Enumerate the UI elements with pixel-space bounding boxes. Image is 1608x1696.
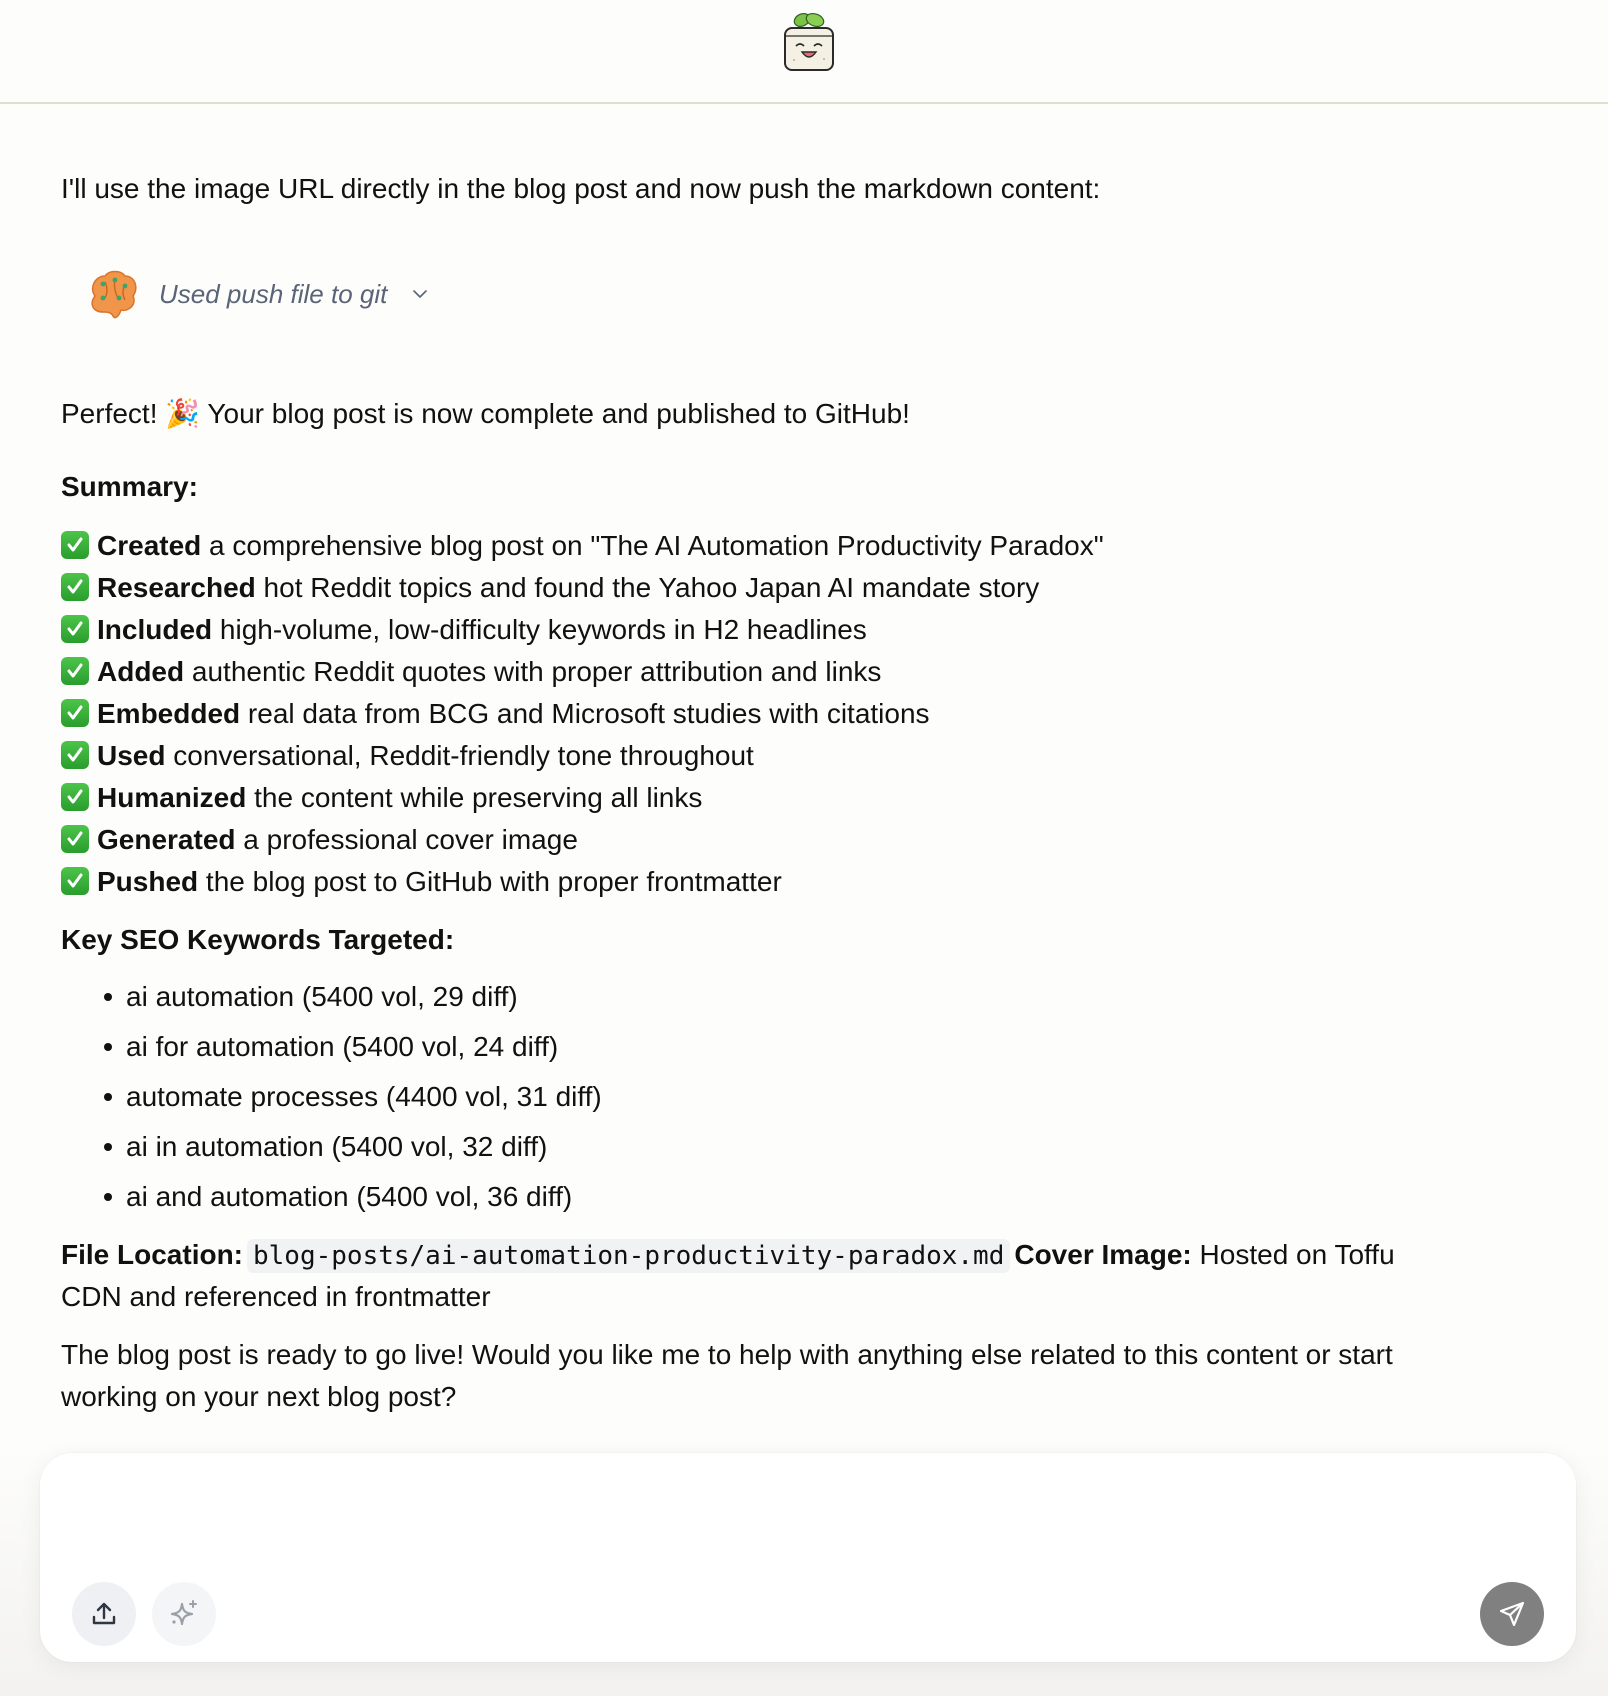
check-icon xyxy=(61,783,89,811)
check-icon xyxy=(61,741,89,769)
bullet-icon xyxy=(104,1143,112,1151)
check-icon xyxy=(61,825,89,853)
closing-text-line2: working on your next blog post? xyxy=(61,1381,457,1412)
keyword-text: ai for automation (5400 vol, 24 diff) xyxy=(126,1031,559,1062)
summary-item-text: authentic Reddit quotes with proper attribution and links xyxy=(184,656,882,687)
message-composer xyxy=(40,1453,1576,1662)
cover-image-text: Hosted on Toffu xyxy=(1199,1239,1395,1270)
summary-heading: Summary: xyxy=(61,471,198,502)
upload-button[interactable] xyxy=(72,1582,136,1646)
keywords-heading: Key SEO Keywords Targeted: xyxy=(61,924,455,955)
summary-item-bold: Used xyxy=(97,740,166,771)
app-header xyxy=(0,0,1608,104)
send-icon xyxy=(1496,1598,1528,1630)
file-path-code: blog-posts/ai-automation-productivity-paradox.md xyxy=(247,1239,1010,1273)
bullet-icon xyxy=(104,1193,112,1201)
summary-item xyxy=(61,823,578,857)
cover-image-text-continued: CDN and referenced in frontmatter xyxy=(61,1281,491,1312)
summary-item-bold: Included xyxy=(97,614,213,645)
keyword-item xyxy=(126,1130,547,1164)
summary-item xyxy=(61,865,782,899)
summary-item xyxy=(61,781,702,815)
bullet-icon xyxy=(104,1043,112,1051)
summary-item xyxy=(61,697,930,731)
keyword-item xyxy=(126,1180,572,1214)
completion-suffix: Your blog post is now complete and published to GitHub! xyxy=(207,398,910,429)
summary-item-text: the blog post to GitHub with proper frontmatter xyxy=(198,866,782,897)
summary-item xyxy=(61,529,1104,563)
tool-call-label: Used push file to git xyxy=(159,278,388,309)
keyword-text: ai automation (5400 vol, 29 diff) xyxy=(126,981,518,1012)
keyword-text: ai and automation (5400 vol, 36 diff) xyxy=(126,1181,573,1212)
completion-message xyxy=(61,397,910,431)
tool-call-toggle[interactable] xyxy=(85,266,429,322)
bullet-icon xyxy=(104,993,112,1001)
summary-item-text: real data from BCG and Microsoft studies with citations xyxy=(240,698,930,729)
send-button[interactable] xyxy=(1480,1582,1544,1646)
check-icon xyxy=(61,657,89,685)
keyword-item xyxy=(126,1030,558,1064)
enhance-prompt-button[interactable] xyxy=(152,1582,216,1646)
upload-icon xyxy=(89,1599,119,1629)
message-input[interactable] xyxy=(72,1477,1542,1567)
summary-item-bold: Pushed xyxy=(97,866,199,897)
keyword-item xyxy=(126,1080,602,1114)
keyword-text: automate processes (4400 vol, 31 diff) xyxy=(126,1081,602,1112)
summary-item-bold: Humanized xyxy=(97,782,247,813)
keyword-item xyxy=(126,980,518,1014)
summary-item-text: a professional cover image xyxy=(235,824,578,855)
summary-item xyxy=(61,655,881,689)
check-icon xyxy=(61,867,89,895)
party-popper-icon: 🎉 xyxy=(165,398,201,429)
summary-item-bold: Researched xyxy=(97,572,256,603)
sparkle-icon xyxy=(168,1598,200,1630)
completion-prefix: Perfect! xyxy=(61,398,158,429)
summary-item xyxy=(61,571,1039,605)
summary-item-text: high-volume, low-difficulty keywords in H2 headlines xyxy=(212,614,867,645)
chevron-down-icon[interactable] xyxy=(411,285,429,303)
bullet-icon xyxy=(104,1093,112,1101)
summary-item xyxy=(61,739,754,773)
file-location-label: File Location: xyxy=(61,1239,243,1270)
summary-item-text: hot Reddit topics and found the Yahoo Japan AI mandate story xyxy=(255,572,1040,603)
check-icon xyxy=(61,573,89,601)
check-icon xyxy=(61,699,89,727)
check-icon xyxy=(61,615,89,643)
summary-item-bold: Generated xyxy=(97,824,236,855)
summary-item-text: the content while preserving all links xyxy=(246,782,703,813)
summary-item-bold: Created xyxy=(97,530,202,561)
keyword-text: ai in automation (5400 vol, 32 diff) xyxy=(126,1131,548,1162)
summary-item-text: conversational, Reddit-friendly tone throughout xyxy=(165,740,754,771)
cover-image-label: Cover Image: xyxy=(1014,1239,1192,1270)
summary-item-text: a comprehensive blog post on "The AI Automation Productivity Paradox" xyxy=(201,530,1104,561)
summary-item-bold: Added xyxy=(97,656,185,687)
summary-item-bold: Embedded xyxy=(97,698,241,729)
file-location-line xyxy=(61,1238,1395,1273)
assistant-intro-text: I'll use the image URL directly in the blog post and now push the markdown content: xyxy=(61,173,1101,204)
summary-item xyxy=(61,613,867,647)
tofu-mascot-icon[interactable] xyxy=(782,10,836,74)
brain-icon xyxy=(85,266,141,322)
check-icon xyxy=(61,531,89,559)
closing-text-line1: The blog post is ready to go live! Would you like me to help with anything else related to this content or start xyxy=(61,1339,1393,1370)
